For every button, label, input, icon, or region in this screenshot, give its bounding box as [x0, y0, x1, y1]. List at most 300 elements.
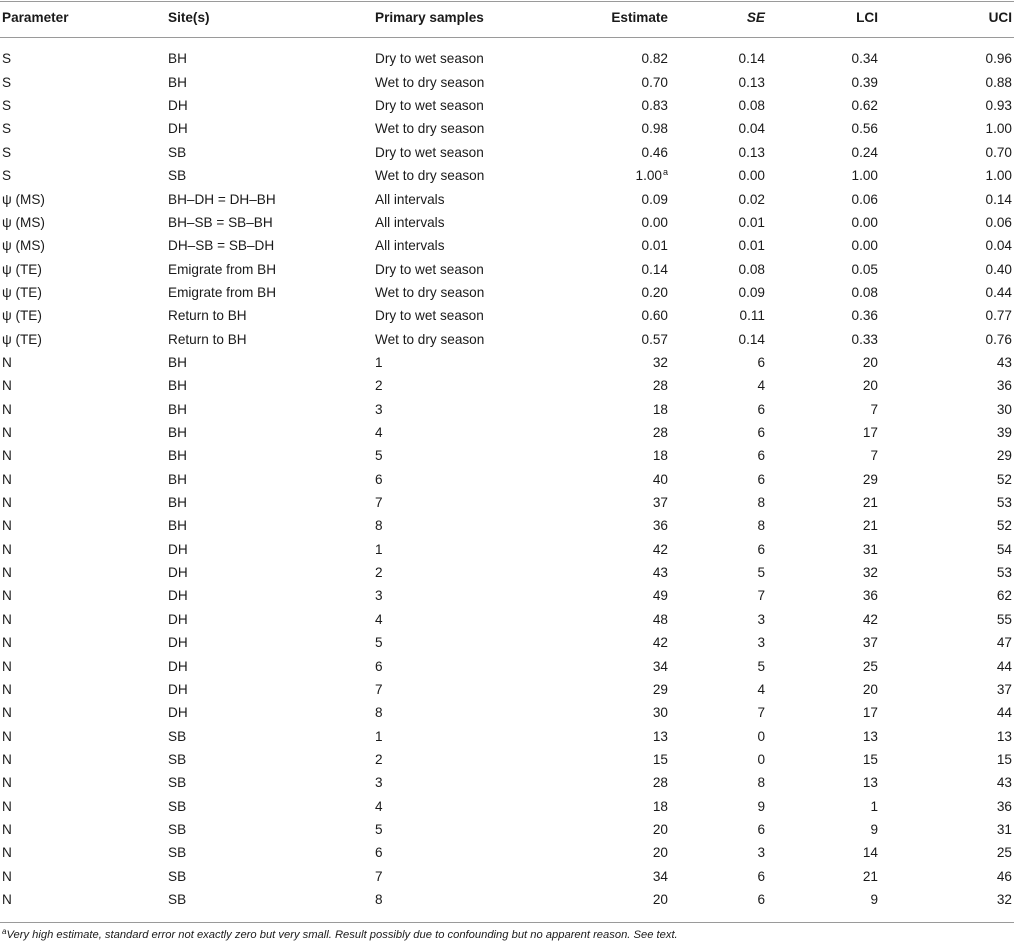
cell-sites: BH: [168, 495, 187, 511]
table-row: [0, 47, 1014, 70]
cell-parameter: N: [2, 588, 12, 604]
cell-uci: 1.00: [985, 121, 1012, 137]
cell-lci: 37: [862, 635, 878, 651]
cell-parameter: N: [2, 868, 12, 884]
cell-se: 0: [757, 751, 765, 767]
cell-primary-samples: 8: [375, 705, 383, 721]
cell-lci: 29: [862, 471, 878, 487]
cell-primary-samples: All intervals: [375, 191, 445, 207]
cell-primary-samples: 3: [375, 775, 383, 791]
cell-sites: DH: [168, 681, 188, 697]
cell-estimate: 0.09: [641, 191, 668, 207]
cell-uci: 0.70: [985, 144, 1012, 160]
cell-primary-samples: 8: [375, 518, 383, 534]
cell-estimate: 34: [652, 868, 668, 884]
cell-lci: 13: [862, 728, 878, 744]
cell-primary-samples: 5: [375, 821, 383, 837]
cell-estimate: 36: [652, 518, 668, 534]
cell-sites: DH: [168, 658, 188, 674]
cell-uci: 1.00: [985, 168, 1012, 184]
cell-parameter: ψ (TE): [2, 261, 42, 277]
cell-parameter: N: [2, 775, 12, 791]
cell-estimate: 28: [652, 378, 668, 394]
cell-estimate: 18: [652, 448, 668, 464]
cell-sites: BH–SB = SB–BH: [168, 214, 273, 230]
cell-parameter: N: [2, 495, 12, 511]
cell-sites: DH–SB = SB–DH: [168, 238, 275, 254]
cell-uci: 52: [996, 471, 1012, 487]
cell-se: 0.11: [739, 308, 765, 324]
cell-uci: 25: [996, 845, 1012, 861]
cell-se: 6: [757, 425, 765, 440]
table-row: [0, 771, 1014, 794]
cell-parameter: ψ (MS): [2, 191, 45, 207]
cell-sites: SB: [168, 728, 187, 744]
bottom-rule: [0, 922, 1014, 923]
cell-uci: 15: [996, 751, 1012, 767]
table-row: [0, 514, 1014, 537]
cell-parameter: N: [2, 728, 12, 744]
cell-lci: 42: [862, 611, 878, 627]
cell-primary-samples: 2: [375, 751, 383, 767]
cell-estimate: 40: [652, 471, 668, 487]
cell-uci: 54: [996, 541, 1012, 557]
cell-se: 3: [757, 611, 765, 627]
cell-lci: 31: [862, 541, 878, 557]
cell-se: 6: [757, 541, 765, 557]
cell-lci: 0.39: [851, 74, 878, 90]
cell-primary-samples: 1: [375, 728, 383, 744]
table-row: [0, 538, 1014, 561]
table-row: [0, 374, 1014, 397]
cell-sites: BH: [168, 471, 187, 487]
cell-uci: 47: [996, 635, 1012, 651]
cell-lci: 9: [870, 821, 878, 837]
cell-sites: BH: [168, 74, 187, 90]
cell-uci: 53: [996, 495, 1012, 511]
header-uci: UCI: [988, 10, 1012, 25]
cell-se: 0.14: [738, 51, 765, 67]
cell-parameter: ψ (TE): [2, 284, 42, 300]
cell-primary-samples: 4: [375, 611, 383, 627]
cell-estimate: 0.98: [641, 121, 668, 137]
footnote-text: Very high estimate, standard error not exactly zero but very small. Result possibly due to confounding but no apparent reason. See text.: [6, 929, 678, 941]
cell-sites: SB: [168, 868, 187, 884]
table-row: [0, 701, 1014, 724]
cell-lci: 15: [862, 751, 878, 767]
cell-lci: 20: [862, 378, 878, 394]
header-parameter: Parameter: [2, 10, 69, 25]
cell-sites: DH: [168, 541, 188, 557]
cell-sites: BH: [168, 51, 187, 67]
cell-estimate: 42: [652, 541, 668, 557]
cell-se: 4: [757, 681, 765, 697]
header-primary-samples: Primary samples: [375, 10, 484, 25]
cell-se: 8: [757, 775, 765, 791]
cell-uci: 0.88: [985, 74, 1012, 90]
cell-estimate: 0.60: [641, 308, 668, 324]
cell-lci: 0.24: [851, 144, 878, 160]
cell-lci: 20: [862, 681, 878, 697]
cell-primary-samples: Dry to wet season: [375, 51, 484, 67]
cell-lci: 21: [862, 518, 878, 534]
cell-se: 4: [757, 378, 765, 394]
estimate-superscript: a: [662, 167, 668, 178]
cell-primary-samples: All intervals: [375, 214, 445, 230]
cell-primary-samples: 6: [375, 471, 383, 487]
cell-parameter: S: [2, 121, 12, 137]
table-row: [0, 141, 1014, 164]
cell-lci: 21: [862, 868, 878, 884]
cell-lci: 7: [870, 448, 878, 464]
cell-lci: 25: [862, 658, 878, 674]
cell-primary-samples: All intervals: [375, 238, 445, 254]
cell-se: 7: [757, 588, 765, 604]
cell-uci: 30: [996, 401, 1012, 417]
cell-parameter: N: [2, 751, 12, 767]
cell-uci: 29: [996, 448, 1012, 464]
cell-primary-samples: 3: [375, 588, 383, 604]
cell-uci: 32: [996, 892, 1012, 907]
cell-sites: DH: [168, 611, 188, 627]
header-lci: LCI: [856, 10, 878, 25]
cell-primary-samples: 2: [375, 565, 383, 581]
table-row: [0, 608, 1014, 631]
header-se: SE: [746, 10, 765, 25]
cell-se: 6: [757, 448, 765, 464]
cell-uci: 39: [996, 425, 1012, 440]
cell-parameter: ψ (MS): [2, 238, 45, 254]
cell-se: 0.08: [738, 261, 765, 277]
cell-uci: 43: [996, 775, 1012, 791]
cell-sites: Return to BH: [168, 331, 247, 347]
cell-primary-samples: Dry to wet season: [375, 98, 484, 114]
cell-estimate: 13: [652, 728, 668, 744]
cell-lci: 0.36: [851, 308, 878, 324]
cell-sites: SB: [168, 168, 187, 184]
cell-uci: 0.14: [985, 191, 1012, 207]
cell-estimate: 48: [652, 611, 668, 627]
table-row: [0, 561, 1014, 584]
cell-lci: 0.05: [851, 261, 878, 277]
cell-uci: 36: [996, 378, 1012, 394]
cell-parameter: ψ (TE): [2, 331, 42, 347]
cell-sites: SB: [168, 821, 187, 837]
cell-parameter: S: [2, 168, 12, 184]
cell-lci: 9: [870, 892, 878, 907]
cell-sites: DH: [168, 565, 188, 581]
cell-se: 6: [757, 868, 765, 884]
cell-sites: Emigrate from BH: [168, 261, 277, 277]
cell-lci: 1.00: [851, 168, 878, 184]
cell-sites: DH: [168, 98, 188, 114]
table-row: [0, 234, 1014, 257]
cell-estimate: 0.00: [641, 214, 668, 230]
cell-estimate: 30: [652, 705, 668, 721]
cell-estimate: 1.00: [635, 168, 662, 184]
cell-sites: BH: [168, 354, 187, 370]
table-row: [0, 188, 1014, 211]
cell-sites: BH: [168, 448, 187, 464]
cell-se: 0.09: [738, 284, 765, 300]
cell-uci: 0.93: [985, 98, 1012, 114]
cell-primary-samples: Wet to dry season: [375, 331, 485, 347]
cell-estimate: 49: [652, 588, 668, 604]
cell-estimate: 42: [652, 635, 668, 651]
table-row: [0, 678, 1014, 701]
cell-lci: 14: [862, 845, 878, 861]
header-row: [0, 6, 1014, 29]
cell-estimate: 20: [652, 892, 668, 907]
cell-se: 0.02: [738, 191, 765, 207]
cell-lci: 17: [862, 425, 878, 440]
cell-primary-samples: 6: [375, 845, 383, 861]
cell-parameter: N: [2, 448, 12, 464]
cell-lci: 0.00: [851, 238, 878, 254]
cell-parameter: N: [2, 845, 12, 861]
cell-parameter: S: [2, 74, 12, 90]
cell-uci: 46: [996, 868, 1012, 884]
cell-parameter: N: [2, 681, 12, 697]
cell-sites: SB: [168, 892, 187, 907]
cell-estimate: 20: [652, 845, 668, 861]
cell-primary-samples: Dry to wet season: [375, 261, 484, 277]
table-row: [0, 164, 1014, 187]
cell-se: 8: [757, 518, 765, 534]
cell-sites: DH: [168, 635, 188, 651]
cell-sites: BH–DH = DH–BH: [168, 191, 276, 207]
cell-lci: 21: [862, 495, 878, 511]
table-row: [0, 281, 1014, 304]
cell-se: 0.04: [738, 121, 765, 137]
cell-se: 0.00: [738, 168, 765, 184]
cell-sites: DH: [168, 121, 188, 137]
cell-se: 0.13: [738, 74, 765, 90]
cell-uci: 0.44: [985, 284, 1012, 300]
cell-se: 6: [757, 471, 765, 487]
cell-lci: 13: [862, 775, 878, 791]
cell-lci: 0.62: [851, 98, 878, 114]
cell-parameter: S: [2, 51, 12, 67]
table-footnote: [2, 929, 678, 941]
cell-lci: 0.56: [851, 121, 878, 137]
cell-se: 6: [757, 821, 765, 837]
cell-parameter: N: [2, 401, 12, 417]
cell-primary-samples: 7: [375, 868, 383, 884]
cell-primary-samples: Wet to dry season: [375, 284, 485, 300]
table-row: [0, 398, 1014, 421]
table-row: [0, 888, 1014, 911]
cell-uci: 13: [996, 728, 1012, 744]
cell-estimate: 18: [652, 401, 668, 417]
cell-uci: 0.40: [985, 261, 1012, 277]
cell-parameter: N: [2, 611, 12, 627]
cell-se: 0.01: [738, 238, 765, 254]
cell-sites: SB: [168, 144, 187, 160]
cell-primary-samples: 2: [375, 378, 383, 394]
cell-se: 0.08: [738, 98, 765, 114]
header-rule: [0, 37, 1014, 38]
cell-lci: 1: [870, 798, 878, 814]
cell-primary-samples: Wet to dry season: [375, 168, 485, 184]
superscript-holder: [663, 164, 668, 187]
cell-parameter: N: [2, 425, 12, 440]
table-row: [0, 304, 1014, 327]
cell-primary-samples: Wet to dry season: [375, 121, 485, 137]
cell-parameter: N: [2, 705, 12, 721]
cell-lci: 0.34: [851, 51, 878, 67]
cell-primary-samples: Wet to dry season: [375, 74, 485, 90]
cell-uci: 44: [996, 658, 1012, 674]
cell-uci: 55: [996, 611, 1012, 627]
table-row: [0, 725, 1014, 748]
cell-se: 0.14: [738, 331, 765, 347]
cell-parameter: N: [2, 378, 12, 394]
cell-lci: 20: [862, 354, 878, 370]
cell-lci: 0.06: [851, 191, 878, 207]
cell-estimate: 0.70: [641, 74, 668, 90]
cell-primary-samples: 8: [375, 892, 383, 907]
cell-primary-samples: 4: [375, 425, 383, 440]
cell-estimate: 15: [652, 751, 668, 767]
cell-uci: 62: [996, 588, 1012, 604]
cell-uci: 52: [996, 518, 1012, 534]
table-row: [0, 117, 1014, 140]
header-sites: Site(s): [168, 10, 210, 25]
cell-sites: BH: [168, 425, 187, 440]
cell-parameter: N: [2, 892, 12, 907]
cell-estimate: 18: [652, 798, 668, 814]
cell-parameter: S: [2, 144, 12, 160]
cell-primary-samples: 1: [375, 354, 383, 370]
table-row: [0, 258, 1014, 281]
cell-estimate: 43: [652, 565, 668, 581]
cell-se: 8: [757, 495, 765, 511]
table-row: [0, 468, 1014, 491]
cell-se: 3: [757, 635, 765, 651]
cell-sites: SB: [168, 798, 187, 814]
cell-parameter: N: [2, 821, 12, 837]
table-row: [0, 631, 1014, 654]
cell-se: 6: [757, 401, 765, 417]
table-row: [0, 444, 1014, 467]
cell-se: 0.13: [738, 144, 765, 160]
cell-estimate: 32: [652, 354, 668, 370]
cell-uci: 0.76: [985, 331, 1012, 347]
cell-primary-samples: 6: [375, 658, 383, 674]
cell-estimate: 0.57: [641, 331, 668, 347]
cell-se: 6: [757, 354, 765, 370]
cell-lci: 36: [862, 588, 878, 604]
cell-lci: 0.00: [851, 214, 878, 230]
cell-lci: 7: [870, 401, 878, 417]
cell-estimate: 0.14: [641, 261, 668, 277]
footnote-marker: a: [2, 927, 7, 936]
cell-primary-samples: 7: [375, 495, 383, 511]
cell-sites: BH: [168, 401, 187, 417]
cell-parameter: S: [2, 98, 12, 114]
cell-primary-samples: Dry to wet season: [375, 144, 484, 160]
cell-se: 0.01: [738, 214, 765, 230]
cell-primary-samples: 1: [375, 541, 383, 557]
cell-lci: 32: [862, 565, 878, 581]
cell-estimate: 34: [652, 658, 668, 674]
cell-se: 5: [757, 658, 765, 674]
table-row: [0, 351, 1014, 374]
cell-lci: 0.33: [851, 331, 878, 347]
cell-se: 3: [757, 845, 765, 861]
cell-estimate: 0.01: [641, 238, 668, 254]
cell-parameter: N: [2, 518, 12, 534]
cell-sites: DH: [168, 588, 188, 604]
cell-parameter: ψ (TE): [2, 308, 42, 324]
cell-sites: SB: [168, 845, 187, 861]
cell-uci: 36: [996, 798, 1012, 814]
cell-uci: 0.77: [985, 308, 1012, 324]
table-row: [0, 795, 1014, 818]
cell-sites: DH: [168, 705, 188, 721]
cell-parameter: N: [2, 658, 12, 674]
table-row: [0, 655, 1014, 678]
cell-estimate: 29: [652, 681, 668, 697]
cell-sites: SB: [168, 775, 187, 791]
cell-estimate: 28: [652, 775, 668, 791]
cell-sites: SB: [168, 751, 187, 767]
table-row: [0, 841, 1014, 864]
table-row: [0, 211, 1014, 234]
cell-se: 0: [757, 728, 765, 744]
cell-primary-samples: 5: [375, 635, 383, 651]
cell-parameter: N: [2, 354, 12, 370]
table-row: [0, 421, 1014, 444]
cell-se: 5: [757, 565, 765, 581]
cell-uci: 37: [996, 681, 1012, 697]
cell-estimate: 0.20: [641, 284, 668, 300]
cell-sites: Emigrate from BH: [168, 284, 277, 300]
cell-primary-samples: 3: [375, 401, 383, 417]
table-row: [0, 584, 1014, 607]
table-row: [0, 748, 1014, 771]
cell-uci: 0.06: [985, 214, 1012, 230]
cell-primary-samples: 4: [375, 798, 383, 814]
cell-se: 6: [757, 892, 765, 907]
cell-estimate: 28: [652, 425, 668, 440]
cell-estimate: 0.82: [641, 51, 668, 67]
cell-estimate: 37: [652, 495, 668, 511]
cell-primary-samples: 5: [375, 448, 383, 464]
cell-primary-samples: Dry to wet season: [375, 308, 484, 324]
cell-parameter: N: [2, 635, 12, 651]
cell-lci: 0.08: [851, 284, 878, 300]
header-estimate: Estimate: [611, 10, 668, 25]
cell-se: 9: [757, 798, 765, 814]
cell-sites: BH: [168, 518, 187, 534]
top-rule: [0, 1, 1014, 2]
cell-estimate: 20: [652, 821, 668, 837]
cell-parameter: N: [2, 541, 12, 557]
cell-parameter: N: [2, 565, 12, 581]
cell-sites: Return to BH: [168, 308, 247, 324]
cell-parameter: N: [2, 471, 12, 487]
table-row: [0, 865, 1014, 888]
cell-primary-samples: 7: [375, 681, 383, 697]
table-row: [0, 818, 1014, 841]
cell-parameter: ψ (MS): [2, 214, 45, 230]
cell-parameter: N: [2, 798, 12, 814]
cell-uci: 0.96: [985, 51, 1012, 67]
cell-sites: BH: [168, 378, 187, 394]
cell-lci: 17: [862, 705, 878, 721]
